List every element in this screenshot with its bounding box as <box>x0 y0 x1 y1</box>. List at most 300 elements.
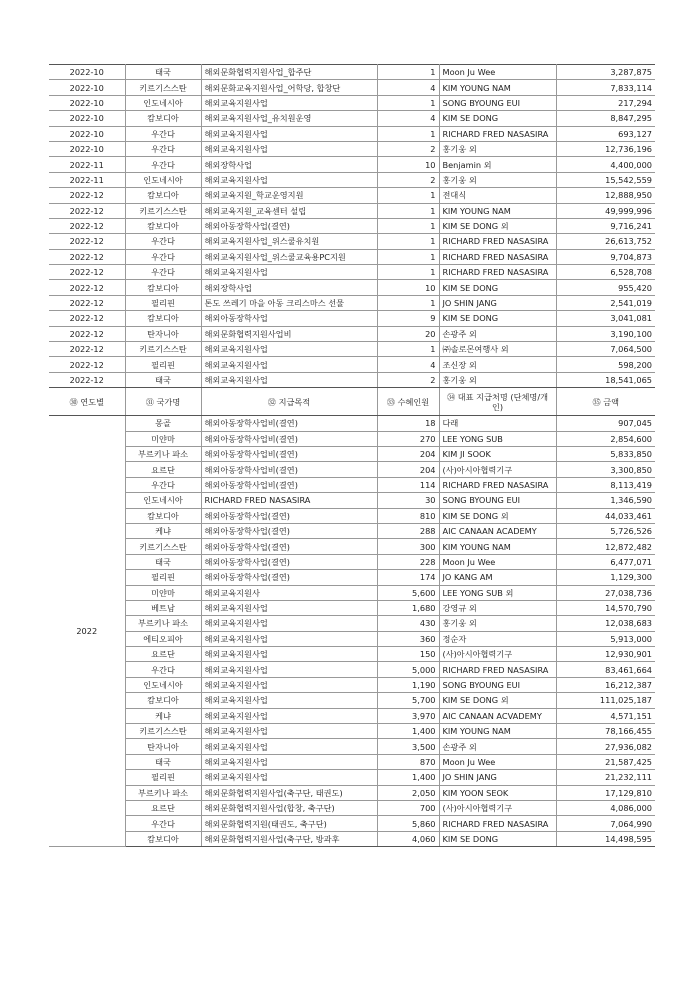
cell-country: 탄자니아 <box>125 326 201 341</box>
cell-purpose: 톤도 쓰레기 마을 아동 크리스마스 선물 <box>201 295 377 310</box>
cell-country: 탄자니아 <box>125 739 201 754</box>
cell-country: 키르기스스탄 <box>125 203 201 218</box>
cell-purpose: 해외교육지원사업 <box>201 141 377 156</box>
cell-recipient: 손광주 외 <box>439 326 556 341</box>
cell-country: 필리핀 <box>125 295 201 310</box>
cell-country: 키르기스스탄 <box>125 539 201 554</box>
cell-beneficiaries: 810 <box>377 508 439 523</box>
cell-country: 캄보디아 <box>125 831 201 846</box>
cell-country: 우간다 <box>125 157 201 172</box>
cell-purpose: 해외아동장학사업(결연) <box>201 570 377 585</box>
table-row <box>49 203 655 218</box>
cell-beneficiaries: 4 <box>377 80 439 95</box>
table-row <box>49 372 655 387</box>
cell-recipient: Moon Ju Wee <box>439 754 556 769</box>
cell-country: 캄보디아 <box>125 280 201 295</box>
cell-date: 2022-12 <box>49 249 125 264</box>
cell-purpose: 해외교육지원사업 <box>201 95 377 110</box>
table-row <box>49 554 655 569</box>
cell-beneficiaries: 10 <box>377 157 439 172</box>
cell-date: 2022-11 <box>49 172 125 187</box>
cell-purpose: 해외교육지원사업 <box>201 600 377 615</box>
cell-date: 2022-12 <box>49 326 125 341</box>
cell-recipient: Moon Ju Wee <box>439 65 556 80</box>
cell-amount: 12,872,482 <box>556 539 655 554</box>
cell-beneficiaries: 204 <box>377 446 439 461</box>
cell-recipient: 정순자 <box>439 631 556 646</box>
table-row <box>49 462 655 477</box>
cell-amount: 4,086,000 <box>556 800 655 815</box>
cell-country: 우간다 <box>125 126 201 141</box>
cell-beneficiaries: 870 <box>377 754 439 769</box>
cell-purpose: 해외교육지원사업 <box>201 693 377 708</box>
table-row <box>49 111 655 126</box>
cell-amount: 7,064,990 <box>556 816 655 831</box>
cell-beneficiaries: 1,400 <box>377 770 439 785</box>
table-row <box>49 218 655 233</box>
table-row <box>49 539 655 554</box>
cell-date: 2022-12 <box>49 280 125 295</box>
cell-recipient: LEE YONG SUB <box>439 431 556 446</box>
table-row <box>49 831 655 846</box>
cell-recipient: ㈜솔로몬여행사 외 <box>439 342 556 357</box>
cell-recipient: KIM YOON SEOK <box>439 785 556 800</box>
cell-country: 태국 <box>125 754 201 769</box>
cell-beneficiaries: 174 <box>377 570 439 585</box>
cell-country: 캄보디아 <box>125 111 201 126</box>
table-row <box>49 754 655 769</box>
table-row <box>49 600 655 615</box>
table-row <box>49 616 655 631</box>
cell-amount: 17,129,810 <box>556 785 655 800</box>
cell-recipient: KIM SE DONG 외 <box>439 218 556 233</box>
table-row <box>49 724 655 739</box>
cell-amount: 7,833,114 <box>556 80 655 95</box>
cell-beneficiaries: 1 <box>377 234 439 249</box>
cell-country: 부르키나 파소 <box>125 785 201 800</box>
cell-country: 태국 <box>125 65 201 80</box>
cell-recipient: RICHARD FRED NASASIRA <box>439 662 556 677</box>
cell-beneficiaries: 228 <box>377 554 439 569</box>
table-row <box>49 65 655 80</box>
cell-purpose: 해외장학사업 <box>201 280 377 295</box>
cell-amount: 6,477,071 <box>556 554 655 569</box>
cell-purpose: 해외문화협력지원사업비 <box>201 326 377 341</box>
table-row <box>49 249 655 264</box>
table-row <box>49 662 655 677</box>
cell-beneficiaries: 5,860 <box>377 816 439 831</box>
cell-country: 필리핀 <box>125 770 201 785</box>
table-row <box>49 416 655 431</box>
cell-purpose: 해외교육지원사업 <box>201 662 377 677</box>
cell-date: 2022-12 <box>49 218 125 233</box>
table-row <box>49 172 655 187</box>
cell-beneficiaries: 1 <box>377 342 439 357</box>
cell-date: 2022-12 <box>49 357 125 372</box>
cell-purpose: 해외교육지원사업_위스쿨교육용PC지원 <box>201 249 377 264</box>
cell-purpose: 해외교육지원사업_유치원운영 <box>201 111 377 126</box>
cell-country: 필리핀 <box>125 357 201 372</box>
table-row <box>49 141 655 156</box>
cell-purpose: 해외문화협력지원사업_합주단 <box>201 65 377 80</box>
table-row <box>49 523 655 538</box>
cell-beneficiaries: 300 <box>377 539 439 554</box>
cell-purpose: 해외교육지원사업 <box>201 647 377 662</box>
grant-payment-table <box>49 64 655 847</box>
table-row <box>49 280 655 295</box>
table-row <box>49 234 655 249</box>
cell-recipient: RICHARD FRED NASASIRA <box>439 477 556 492</box>
cell-beneficiaries: 114 <box>377 477 439 492</box>
cell-country: 필리핀 <box>125 570 201 585</box>
cell-recipient: RICHARD FRED NASASIRA <box>439 816 556 831</box>
table-row <box>49 342 655 357</box>
cell-beneficiaries: 430 <box>377 616 439 631</box>
table-row <box>49 126 655 141</box>
cell-beneficiaries: 1 <box>377 126 439 141</box>
cell-recipient: (사)아시아협력기구 <box>439 647 556 662</box>
cell-recipient: RICHARD FRED NASASIRA <box>439 249 556 264</box>
cell-recipient: KIM SE DONG 외 <box>439 508 556 523</box>
cell-beneficiaries: 1 <box>377 95 439 110</box>
cell-beneficiaries: 2 <box>377 141 439 156</box>
cell-beneficiaries: 18 <box>377 416 439 431</box>
table-row <box>49 95 655 110</box>
cell-recipient: SONG BYOUNG EUI <box>439 493 556 508</box>
cell-country: 몽골 <box>125 416 201 431</box>
table-row <box>49 570 655 585</box>
cell-recipient: LEE YONG SUB 외 <box>439 585 556 600</box>
cell-purpose: 해외교육지원사업 <box>201 724 377 739</box>
cell-beneficiaries: 3,500 <box>377 739 439 754</box>
cell-country: 인도네시아 <box>125 493 201 508</box>
cell-purpose: 해외장학사업 <box>201 157 377 172</box>
cell-recipient: 손광주 외 <box>439 739 556 754</box>
table-row <box>49 295 655 310</box>
cell-amount: 21,587,425 <box>556 754 655 769</box>
cell-amount: 111,025,187 <box>556 693 655 708</box>
table-row <box>49 785 655 800</box>
cell-country: 캄보디아 <box>125 508 201 523</box>
cell-recipient: SONG BYOUNG EUI <box>439 95 556 110</box>
cell-purpose: RICHARD FRED NASASIRA <box>201 493 377 508</box>
cell-beneficiaries: 1 <box>377 265 439 280</box>
cell-purpose: 해외교육지원_학교운영지원 <box>201 188 377 203</box>
cell-recipient: 홍기웅 외 <box>439 172 556 187</box>
cell-country: 인도네시아 <box>125 95 201 110</box>
cell-beneficiaries: 2,050 <box>377 785 439 800</box>
cell-country: 키르기스스탄 <box>125 342 201 357</box>
cell-beneficiaries: 360 <box>377 631 439 646</box>
table-row <box>49 800 655 815</box>
cell-purpose: 해외교육지원사업 <box>201 342 377 357</box>
cell-recipient: RICHARD FRED NASASIRA <box>439 234 556 249</box>
cell-amount: 12,038,683 <box>556 616 655 631</box>
cell-amount: 15,542,559 <box>556 172 655 187</box>
cell-beneficiaries: 20 <box>377 326 439 341</box>
cell-beneficiaries: 5,700 <box>377 693 439 708</box>
cell-date: 2022-12 <box>49 203 125 218</box>
cell-amount: 5,833,850 <box>556 446 655 461</box>
cell-recipient: 조신장 외 <box>439 357 556 372</box>
cell-date: 2022-10 <box>49 111 125 126</box>
cell-beneficiaries: 700 <box>377 800 439 815</box>
cell-country: 우간다 <box>125 477 201 492</box>
cell-recipient: KIM YOUNG NAM <box>439 203 556 218</box>
cell-amount: 16,212,387 <box>556 677 655 692</box>
cell-recipient: (사)아시아협력기구 <box>439 800 556 815</box>
cell-date: 2022-10 <box>49 141 125 156</box>
cell-purpose: 해외교육지원사업 <box>201 126 377 141</box>
cell-beneficiaries: 1,400 <box>377 724 439 739</box>
cell-purpose: 해외교육지원사업 <box>201 172 377 187</box>
cell-recipient: JO SHIN JANG <box>439 295 556 310</box>
cell-amount: 3,287,875 <box>556 65 655 80</box>
cell-recipient: Moon Ju Wee <box>439 554 556 569</box>
cell-recipient: KIM SE DONG <box>439 311 556 326</box>
cell-country: 부르키나 파소 <box>125 616 201 631</box>
table-row <box>49 188 655 203</box>
table-row <box>49 326 655 341</box>
cell-beneficiaries: 1 <box>377 203 439 218</box>
cell-amount: 27,038,736 <box>556 585 655 600</box>
cell-recipient: 전대식 <box>439 188 556 203</box>
table-row <box>49 357 655 372</box>
cell-recipient: KIM JI SOOK <box>439 446 556 461</box>
cell-beneficiaries: 204 <box>377 462 439 477</box>
cell-purpose: 해외아동장학사업비(결연) <box>201 431 377 446</box>
cell-purpose: 해외교육지원사업 <box>201 616 377 631</box>
cell-country: 키르기스스탄 <box>125 80 201 95</box>
table-row <box>49 446 655 461</box>
cell-amount: 14,570,790 <box>556 600 655 615</box>
cell-date: 2022-12 <box>49 188 125 203</box>
cell-beneficiaries: 4,060 <box>377 831 439 846</box>
cell-country: 우간다 <box>125 662 201 677</box>
table-row <box>49 157 655 172</box>
cell-purpose: 해외교육지원사업 <box>201 631 377 646</box>
cell-recipient: 다래 <box>439 416 556 431</box>
cell-purpose: 해외아동장학사업(결연) <box>201 539 377 554</box>
cell-country: 캄보디아 <box>125 693 201 708</box>
cell-amount: 49,999,996 <box>556 203 655 218</box>
cell-amount: 598,200 <box>556 357 655 372</box>
header-purpose: ㉜ 지급목적 <box>201 388 377 416</box>
cell-amount: 1,129,300 <box>556 570 655 585</box>
cell-recipient: JO KANG AM <box>439 570 556 585</box>
table-row <box>49 708 655 723</box>
table-row <box>49 80 655 95</box>
cell-recipient: KIM YOUNG NAM <box>439 539 556 554</box>
cell-country: 인도네시아 <box>125 677 201 692</box>
cell-country: 미얀마 <box>125 585 201 600</box>
cell-purpose: 해외아동장학사업비(결연) <box>201 462 377 477</box>
cell-amount: 83,461,664 <box>556 662 655 677</box>
cell-amount: 3,190,100 <box>556 326 655 341</box>
cell-recipient: AIC CANAAN ACVADEMY <box>439 708 556 723</box>
cell-amount: 27,936,082 <box>556 739 655 754</box>
cell-recipient: (사)아시아협력기구 <box>439 462 556 477</box>
table-row <box>49 770 655 785</box>
cell-beneficiaries: 4 <box>377 111 439 126</box>
cell-date: 2022-10 <box>49 126 125 141</box>
cell-recipient: AIC CANAAN ACADEMY <box>439 523 556 538</box>
cell-recipient: KIM SE DONG 외 <box>439 693 556 708</box>
cell-amount: 9,704,873 <box>556 249 655 264</box>
cell-beneficiaries: 288 <box>377 523 439 538</box>
table-row <box>49 508 655 523</box>
cell-purpose: 해외교육지원사 <box>201 585 377 600</box>
cell-amount: 8,847,295 <box>556 111 655 126</box>
cell-country: 에티오피아 <box>125 631 201 646</box>
cell-country: 태국 <box>125 372 201 387</box>
cell-date: 2022-12 <box>49 295 125 310</box>
cell-beneficiaries: 3,970 <box>377 708 439 723</box>
cell-country: 부르키나 파소 <box>125 446 201 461</box>
table-row <box>49 739 655 754</box>
cell-amount: 907,045 <box>556 416 655 431</box>
cell-beneficiaries: 4 <box>377 357 439 372</box>
cell-beneficiaries: 1 <box>377 188 439 203</box>
table-row <box>49 631 655 646</box>
cell-amount: 21,232,111 <box>556 770 655 785</box>
cell-purpose: 해외문화협력지원사업(축구단, 방과후 <box>201 831 377 846</box>
cell-beneficiaries: 1 <box>377 218 439 233</box>
cell-purpose: 해외아동장학사업(결연) <box>201 218 377 233</box>
cell-beneficiaries: 1,190 <box>377 677 439 692</box>
cell-country: 요르단 <box>125 647 201 662</box>
cell-amount: 693,127 <box>556 126 655 141</box>
cell-amount: 14,498,595 <box>556 831 655 846</box>
cell-date: 2022-10 <box>49 65 125 80</box>
cell-amount: 12,736,196 <box>556 141 655 156</box>
cell-purpose: 해외교육지원사업_위스쿨유치원 <box>201 234 377 249</box>
cell-beneficiaries: 2 <box>377 172 439 187</box>
cell-recipient: 홍기웅 외 <box>439 372 556 387</box>
header-representative: ㉞ 대표 지급처명 (단체명/개인) <box>439 388 556 416</box>
cell-recipient: 홍기웅 외 <box>439 616 556 631</box>
header-amount: ㉟ 금액 <box>556 388 655 416</box>
cell-date: 2022-10 <box>49 95 125 110</box>
cell-date: 2022-12 <box>49 265 125 280</box>
cell-country: 케냐 <box>125 523 201 538</box>
cell-recipient: 강영규 외 <box>439 600 556 615</box>
cell-purpose: 해외문화교육지원사업_어학당, 합창단 <box>201 80 377 95</box>
cell-recipient: RICHARD FRED NASASIRA <box>439 265 556 280</box>
cell-beneficiaries: 5,000 <box>377 662 439 677</box>
cell-amount: 9,716,241 <box>556 218 655 233</box>
table-row <box>49 265 655 280</box>
cell-purpose: 해외교육지원사업 <box>201 708 377 723</box>
cell-country: 우간다 <box>125 265 201 280</box>
cell-country: 미얀마 <box>125 431 201 446</box>
cell-purpose: 해외문화협력지원사업(합창, 축구단) <box>201 800 377 815</box>
cell-recipient: JO SHIN JANG <box>439 770 556 785</box>
cell-beneficiaries: 1,680 <box>377 600 439 615</box>
cell-country: 우간다 <box>125 816 201 831</box>
cell-beneficiaries: 1 <box>377 65 439 80</box>
cell-purpose: 해외아동장학사업비(결연) <box>201 446 377 461</box>
cell-amount: 78,166,455 <box>556 724 655 739</box>
table-row <box>49 311 655 326</box>
cell-beneficiaries: 1 <box>377 295 439 310</box>
cell-amount: 2,854,600 <box>556 431 655 446</box>
cell-purpose: 해외아동장학사업비(결연) <box>201 477 377 492</box>
header-year: ㉚ 연도별 <box>49 388 125 416</box>
cell-purpose: 해외아동장학사업 <box>201 311 377 326</box>
monthly-rows <box>49 65 655 388</box>
cell-beneficiaries: 9 <box>377 311 439 326</box>
cell-amount: 7,064,500 <box>556 342 655 357</box>
cell-amount: 5,913,000 <box>556 631 655 646</box>
cell-amount: 217,294 <box>556 95 655 110</box>
table-row <box>49 477 655 492</box>
cell-purpose: 해외교육지원사업 <box>201 770 377 785</box>
cell-beneficiaries: 2 <box>377 372 439 387</box>
cell-amount: 6,528,708 <box>556 265 655 280</box>
cell-recipient: Benjamin 외 <box>439 157 556 172</box>
cell-amount: 3,041,081 <box>556 311 655 326</box>
cell-recipient: KIM SE DONG <box>439 111 556 126</box>
cell-amount: 18,541,065 <box>556 372 655 387</box>
cell-purpose: 해외교육지원사업 <box>201 372 377 387</box>
table-row <box>49 647 655 662</box>
cell-country: 캄보디아 <box>125 311 201 326</box>
cell-amount: 3,300,850 <box>556 462 655 477</box>
cell-beneficiaries: 150 <box>377 647 439 662</box>
table-row <box>49 693 655 708</box>
cell-date: 2022-12 <box>49 311 125 326</box>
annual-rows <box>49 416 655 847</box>
cell-date: 2022-11 <box>49 157 125 172</box>
cell-amount: 955,420 <box>556 280 655 295</box>
cell-country: 캄보디아 <box>125 218 201 233</box>
cell-amount: 4,571,151 <box>556 708 655 723</box>
cell-purpose: 해외문화협력지원사업(축구단, 태권도) <box>201 785 377 800</box>
cell-purpose: 해외아동장학사업비(결연) <box>201 416 377 431</box>
cell-recipient: 홍기웅 외 <box>439 141 556 156</box>
cell-country: 요르단 <box>125 800 201 815</box>
cell-amount: 26,613,752 <box>556 234 655 249</box>
cell-purpose: 해외교육지원사업 <box>201 754 377 769</box>
table-row <box>49 585 655 600</box>
cell-date: 2022-12 <box>49 342 125 357</box>
cell-amount: 12,888,950 <box>556 188 655 203</box>
cell-amount: 5,726,526 <box>556 523 655 538</box>
cell-country: 캄보디아 <box>125 188 201 203</box>
cell-purpose: 해외교육지원사업 <box>201 265 377 280</box>
table-row <box>49 677 655 692</box>
table-row <box>49 431 655 446</box>
cell-purpose: 해외교육지원사업 <box>201 739 377 754</box>
cell-date: 2022-10 <box>49 80 125 95</box>
cell-amount: 1,346,590 <box>556 493 655 508</box>
cell-amount: 44,033,461 <box>556 508 655 523</box>
cell-recipient: KIM YOUNG NAM <box>439 80 556 95</box>
cell-beneficiaries: 5,600 <box>377 585 439 600</box>
cell-purpose: 해외아동장학사업(결연) <box>201 554 377 569</box>
cell-purpose: 해외교육지원_교육센터 설립 <box>201 203 377 218</box>
cell-country: 인도네시아 <box>125 172 201 187</box>
cell-country: 태국 <box>125 554 201 569</box>
cell-recipient: KIM YOUNG NAM <box>439 724 556 739</box>
cell-purpose: 해외아동장학사업(결연) <box>201 523 377 538</box>
cell-recipient: RICHARD FRED NASASIRA <box>439 126 556 141</box>
cell-country: 키르기스스탄 <box>125 724 201 739</box>
cell-recipient: KIM SE DONG <box>439 280 556 295</box>
header-country: ㉛ 국가명 <box>125 388 201 416</box>
cell-amount: 8,113,419 <box>556 477 655 492</box>
